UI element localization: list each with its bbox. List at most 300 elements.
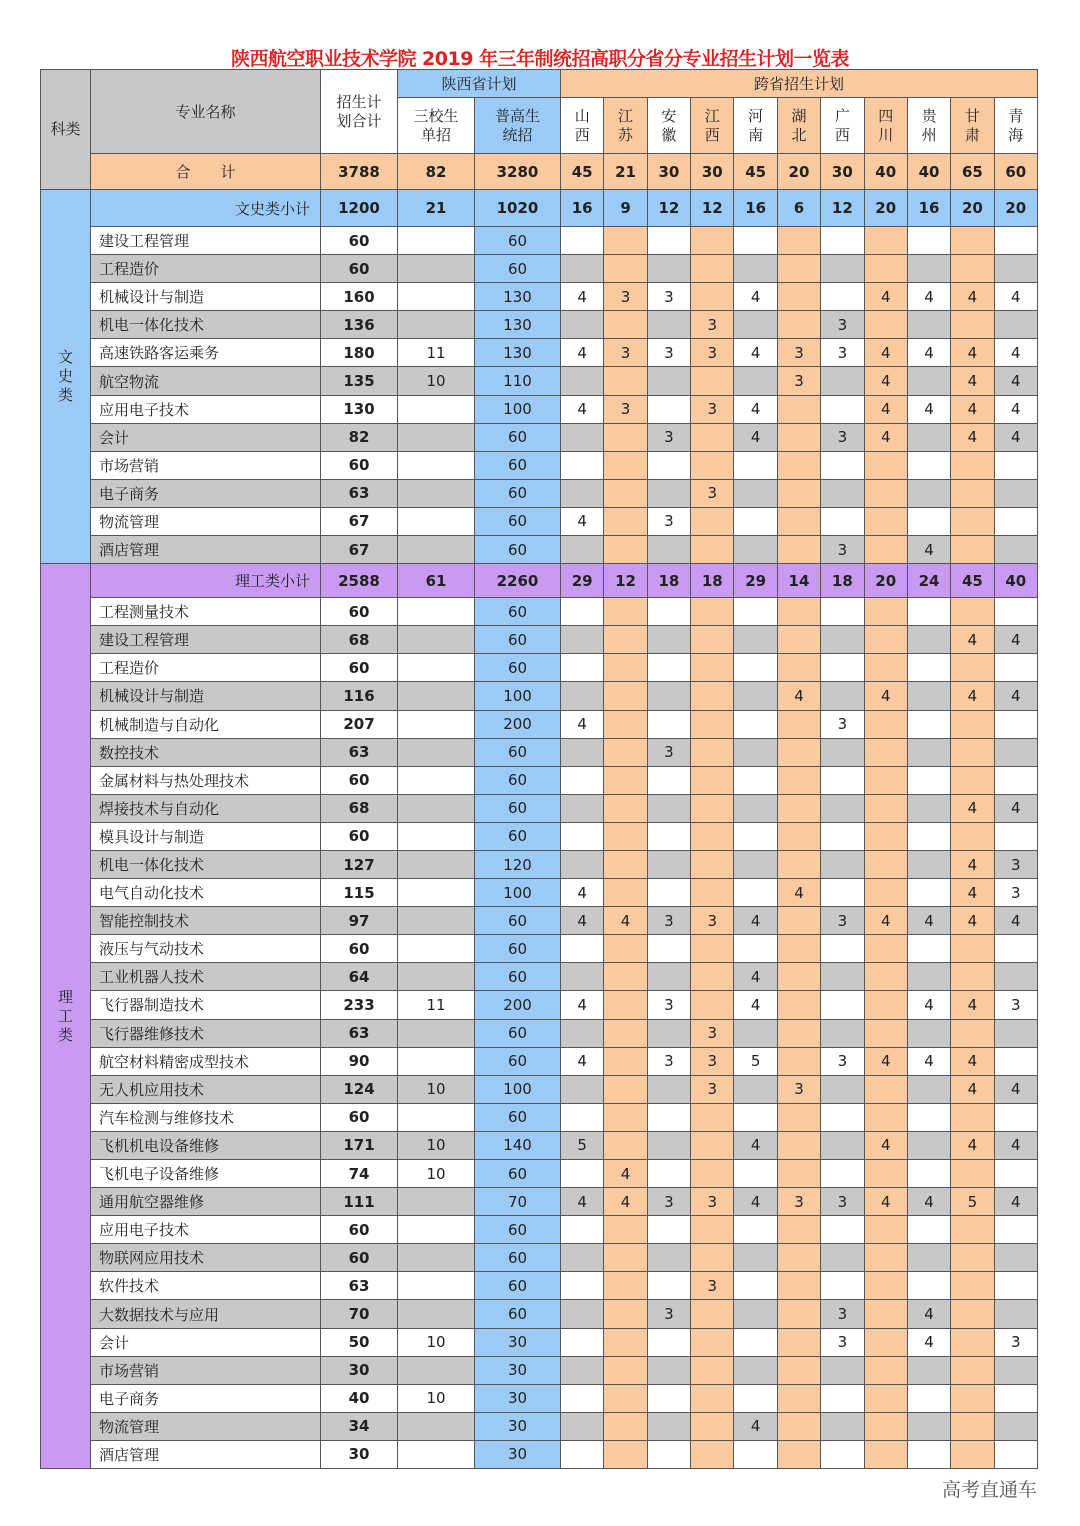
- total-value: 63: [321, 1272, 398, 1300]
- province-value: [734, 451, 777, 479]
- province-value: [821, 507, 864, 535]
- province-value: [777, 850, 820, 878]
- watermark: 高考直通车: [942, 1479, 1038, 1501]
- province-value: [821, 1412, 864, 1440]
- grand-total-value: 3788: [321, 154, 398, 190]
- subtotal-value: 12: [821, 190, 864, 227]
- major-name: 电子商务: [91, 479, 321, 507]
- pugao-value: 60: [475, 423, 561, 451]
- province-value: 3: [777, 339, 820, 367]
- province-value: 3: [647, 1188, 690, 1216]
- province-value: [647, 1019, 690, 1047]
- province-value: [951, 1216, 994, 1244]
- province-value: [647, 1103, 690, 1131]
- province-value: [994, 654, 1037, 682]
- province-value: [907, 423, 950, 451]
- province-value: [951, 710, 994, 738]
- pugao-value: 70: [475, 1188, 561, 1216]
- province-value: [734, 1328, 777, 1356]
- pugao-value: 60: [475, 451, 561, 479]
- province-value: [734, 766, 777, 794]
- province-value: [907, 1356, 950, 1384]
- table-row: [41, 1075, 1038, 1103]
- province-value: [777, 227, 820, 255]
- pugao-value: 60: [475, 907, 561, 935]
- province-value: 4: [561, 339, 604, 367]
- major-name: 液压与气动技术: [91, 935, 321, 963]
- pugao-value: 60: [475, 626, 561, 654]
- province-value: [777, 654, 820, 682]
- sanxiao-value: 10: [398, 1160, 475, 1188]
- subtotal-row: [41, 564, 1038, 598]
- province-value: [647, 227, 690, 255]
- province-value: [951, 738, 994, 766]
- province-value: [777, 738, 820, 766]
- province-value: [734, 794, 777, 822]
- province-value: [821, 367, 864, 395]
- table-row: [41, 907, 1038, 935]
- province-value: [994, 822, 1037, 850]
- subtotal-value: 18: [691, 564, 734, 598]
- province-value: [994, 1384, 1037, 1412]
- province-value: [951, 1300, 994, 1328]
- province-value: 4: [777, 879, 820, 907]
- province-value: [864, 626, 907, 654]
- grand-total-value: 45: [734, 154, 777, 190]
- province-value: [907, 710, 950, 738]
- province-value: [691, 451, 734, 479]
- total-value: 40: [321, 1384, 398, 1412]
- province-value: [604, 682, 647, 710]
- pugao-value: 60: [475, 1047, 561, 1075]
- province-value: [561, 626, 604, 654]
- province-value: [691, 1440, 734, 1468]
- province-value: [561, 227, 604, 255]
- pugao-value: 60: [475, 1272, 561, 1300]
- pugao-value: 30: [475, 1384, 561, 1412]
- grand-total-value: 82: [398, 154, 475, 190]
- pugao-value: 110: [475, 367, 561, 395]
- province-value: [561, 255, 604, 283]
- province-value: [647, 710, 690, 738]
- province-value: 3: [821, 1047, 864, 1075]
- province-value: [951, 963, 994, 991]
- province-value: [951, 935, 994, 963]
- province-value: 4: [994, 367, 1037, 395]
- province-value: 4: [561, 991, 604, 1019]
- total-value: 60: [321, 935, 398, 963]
- province-value: [691, 1131, 734, 1159]
- grand-total-value: 45: [561, 154, 604, 190]
- province-value: [691, 367, 734, 395]
- province-value: [951, 654, 994, 682]
- sanxiao-value: [398, 710, 475, 738]
- province-value: [821, 766, 864, 794]
- province-value: [994, 1244, 1037, 1272]
- grand-total-label: 合 计: [91, 154, 321, 190]
- province-value: [647, 1384, 690, 1412]
- province-value: 3: [821, 339, 864, 367]
- province-value: [604, 1216, 647, 1244]
- province-value: 3: [647, 738, 690, 766]
- province-value: [821, 682, 864, 710]
- pugao-value: 200: [475, 991, 561, 1019]
- province-value: [864, 850, 907, 878]
- province-value: [604, 311, 647, 339]
- total-value: 68: [321, 794, 398, 822]
- province-value: [907, 1075, 950, 1103]
- province-value: [604, 367, 647, 395]
- province-header: 贵州: [907, 98, 950, 154]
- province-value: [777, 991, 820, 1019]
- province-value: [994, 766, 1037, 794]
- province-value: [561, 1356, 604, 1384]
- province-value: [864, 479, 907, 507]
- province-value: [691, 654, 734, 682]
- province-value: [647, 255, 690, 283]
- province-value: [604, 626, 647, 654]
- table-row: [41, 1160, 1038, 1188]
- province-value: [647, 963, 690, 991]
- province-value: [604, 536, 647, 564]
- province-value: [951, 227, 994, 255]
- province-header: 广西: [821, 98, 864, 154]
- province-value: [994, 1047, 1037, 1075]
- province-value: [734, 255, 777, 283]
- province-value: 4: [951, 423, 994, 451]
- province-value: 4: [561, 507, 604, 535]
- total-value: 30: [321, 1356, 398, 1384]
- province-value: [821, 1216, 864, 1244]
- province-value: [561, 451, 604, 479]
- province-value: 4: [604, 907, 647, 935]
- province-value: [821, 1131, 864, 1159]
- province-value: [777, 1300, 820, 1328]
- province-value: [561, 1216, 604, 1244]
- sanxiao-value: [398, 1412, 475, 1440]
- province-value: [734, 1384, 777, 1412]
- province-value: [777, 451, 820, 479]
- province-value: [647, 654, 690, 682]
- province-value: 3: [777, 367, 820, 395]
- table-row: [41, 1131, 1038, 1159]
- province-value: 4: [864, 367, 907, 395]
- province-header: 安徽: [647, 98, 690, 154]
- province-value: [777, 1384, 820, 1412]
- major-name: 航空物流: [91, 367, 321, 395]
- province-value: [604, 451, 647, 479]
- province-value: [907, 1160, 950, 1188]
- subtotal-value: 6: [777, 190, 820, 227]
- sanxiao-value: [398, 507, 475, 535]
- province-value: [561, 766, 604, 794]
- province-value: 4: [561, 710, 604, 738]
- shaanxi-plan-header: 陕西省计划: [398, 70, 561, 98]
- major-name: 智能控制技术: [91, 907, 321, 935]
- province-value: [994, 738, 1037, 766]
- sanxiao-value: [398, 1216, 475, 1244]
- province-value: 4: [907, 339, 950, 367]
- table-row: [41, 339, 1038, 367]
- province-value: [951, 1272, 994, 1300]
- province-value: 4: [907, 1047, 950, 1075]
- province-value: [561, 1440, 604, 1468]
- province-value: [604, 598, 647, 626]
- province-value: [691, 794, 734, 822]
- province-value: [561, 1103, 604, 1131]
- province-value: [907, 935, 950, 963]
- subtotal-value: 9: [604, 190, 647, 227]
- subtotal-value: 16: [907, 190, 950, 227]
- province-value: [777, 255, 820, 283]
- province-value: [647, 822, 690, 850]
- province-value: [604, 227, 647, 255]
- total-value: 60: [321, 766, 398, 794]
- province-value: 4: [907, 991, 950, 1019]
- subtotal-value: 2588: [321, 564, 398, 598]
- major-name: 物流管理: [91, 507, 321, 535]
- province-value: [864, 1412, 907, 1440]
- province-value: [691, 1384, 734, 1412]
- province-value: [821, 626, 864, 654]
- province-value: 4: [907, 395, 950, 423]
- province-value: 4: [777, 682, 820, 710]
- sanxiao-value: [398, 654, 475, 682]
- province-value: [647, 1216, 690, 1244]
- province-value: [561, 423, 604, 451]
- major-name: 金属材料与热处理技术: [91, 766, 321, 794]
- province-value: [604, 850, 647, 878]
- subtotal-value: 29: [734, 564, 777, 598]
- table-row: [41, 710, 1038, 738]
- province-value: [777, 1216, 820, 1244]
- sanxiao-value: [398, 907, 475, 935]
- province-value: [864, 1384, 907, 1412]
- major-name: 电子商务: [91, 1384, 321, 1412]
- province-value: [907, 507, 950, 535]
- major-name: 机械设计与制造: [91, 682, 321, 710]
- province-value: [864, 255, 907, 283]
- pugao-value: 60: [475, 935, 561, 963]
- province-value: [777, 710, 820, 738]
- province-value: [604, 1019, 647, 1047]
- province-value: [994, 536, 1037, 564]
- province-value: [691, 1328, 734, 1356]
- province-value: [777, 1412, 820, 1440]
- province-value: [561, 1075, 604, 1103]
- province-value: [561, 963, 604, 991]
- major-name: 工程造价: [91, 654, 321, 682]
- major-name: 飞行器制造技术: [91, 991, 321, 1019]
- province-value: 3: [691, 311, 734, 339]
- province-value: [994, 227, 1037, 255]
- total-value: 97: [321, 907, 398, 935]
- major-name: 市场营销: [91, 451, 321, 479]
- province-value: [561, 1412, 604, 1440]
- grand-total-value: 30: [821, 154, 864, 190]
- province-value: [734, 738, 777, 766]
- province-value: 3: [691, 339, 734, 367]
- pugao-value: 60: [475, 479, 561, 507]
- province-value: [561, 738, 604, 766]
- province-value: [907, 255, 950, 283]
- total-value: 60: [321, 598, 398, 626]
- province-value: 3: [821, 536, 864, 564]
- province-value: [647, 479, 690, 507]
- sanxiao-value: [398, 395, 475, 423]
- sanxiao-value: 10: [398, 367, 475, 395]
- province-value: 4: [951, 367, 994, 395]
- province-value: [864, 1356, 907, 1384]
- province-value: [907, 1019, 950, 1047]
- province-value: [907, 1103, 950, 1131]
- province-value: [734, 598, 777, 626]
- total-value: 233: [321, 991, 398, 1019]
- province-value: 4: [951, 1075, 994, 1103]
- major-name: 建设工程管理: [91, 626, 321, 654]
- pugao-value: 60: [475, 536, 561, 564]
- province-value: [821, 451, 864, 479]
- total-header: 招生计划合计: [321, 70, 398, 154]
- subtotal-value: 18: [821, 564, 864, 598]
- major-name: 电气自动化技术: [91, 879, 321, 907]
- province-value: [734, 1244, 777, 1272]
- pugao-value: 130: [475, 283, 561, 311]
- province-value: [734, 1272, 777, 1300]
- province-value: 4: [994, 794, 1037, 822]
- province-value: [734, 536, 777, 564]
- major-name: 建设工程管理: [91, 227, 321, 255]
- province-value: 3: [647, 283, 690, 311]
- total-value: 127: [321, 850, 398, 878]
- province-value: [821, 1440, 864, 1468]
- province-value: 4: [907, 1188, 950, 1216]
- subtotal-value: 24: [907, 564, 950, 598]
- province-value: [604, 738, 647, 766]
- province-value: [561, 822, 604, 850]
- province-value: [777, 935, 820, 963]
- province-value: [777, 1440, 820, 1468]
- province-value: 4: [561, 283, 604, 311]
- province-value: [951, 1384, 994, 1412]
- major-name: 高速铁路客运乘务: [91, 339, 321, 367]
- province-value: [777, 1244, 820, 1272]
- province-value: [647, 1272, 690, 1300]
- pugao-value: 60: [475, 766, 561, 794]
- province-value: [561, 850, 604, 878]
- province-value: 3: [691, 1019, 734, 1047]
- province-value: [994, 1300, 1037, 1328]
- province-value: [951, 451, 994, 479]
- province-value: [734, 1216, 777, 1244]
- table-row: [41, 626, 1038, 654]
- province-value: [821, 1019, 864, 1047]
- province-value: 4: [994, 1131, 1037, 1159]
- total-value: 135: [321, 367, 398, 395]
- province-value: 3: [821, 1188, 864, 1216]
- subtotal-value: 16: [734, 190, 777, 227]
- province-value: 4: [951, 283, 994, 311]
- province-value: [647, 766, 690, 794]
- province-value: [604, 1131, 647, 1159]
- province-value: [604, 991, 647, 1019]
- sanxiao-value: [398, 794, 475, 822]
- province-value: [821, 1356, 864, 1384]
- pugao-value: 60: [475, 1300, 561, 1328]
- province-value: [821, 1384, 864, 1412]
- province-value: [777, 283, 820, 311]
- province-value: [647, 311, 690, 339]
- province-value: [821, 1160, 864, 1188]
- total-value: 115: [321, 879, 398, 907]
- province-value: 4: [734, 395, 777, 423]
- province-value: [647, 1440, 690, 1468]
- province-value: [734, 654, 777, 682]
- page-title: 陕西航空职业技术学院 2019 年三年制统招高职分省分专业招生计划一览表: [230, 48, 850, 70]
- sanxiao-value: [398, 1188, 475, 1216]
- province-value: [604, 255, 647, 283]
- province-value: [691, 850, 734, 878]
- province-header: 江苏: [604, 98, 647, 154]
- province-value: [907, 367, 950, 395]
- province-value: [691, 991, 734, 1019]
- pugao-value: 60: [475, 1244, 561, 1272]
- pugao-value: 60: [475, 738, 561, 766]
- table-row: [41, 367, 1038, 395]
- sanxiao-value: [398, 1356, 475, 1384]
- province-value: 4: [561, 1047, 604, 1075]
- province-value: [604, 479, 647, 507]
- province-value: 5: [951, 1188, 994, 1216]
- province-value: [604, 1384, 647, 1412]
- province-value: [604, 423, 647, 451]
- major-name: 大数据技术与应用: [91, 1300, 321, 1328]
- province-value: [604, 963, 647, 991]
- province-value: [561, 1272, 604, 1300]
- province-value: [691, 879, 734, 907]
- sanxiao-value: [398, 1047, 475, 1075]
- grand-total-value: 30: [647, 154, 690, 190]
- province-value: [691, 255, 734, 283]
- major-name: 会计: [91, 1328, 321, 1356]
- province-value: [821, 1075, 864, 1103]
- province-value: 3: [994, 991, 1037, 1019]
- province-value: [907, 227, 950, 255]
- province-value: [994, 1160, 1037, 1188]
- province-value: 3: [604, 395, 647, 423]
- province-value: [864, 536, 907, 564]
- province-value: 3: [821, 710, 864, 738]
- province-value: [951, 766, 994, 794]
- total-value: 60: [321, 1216, 398, 1244]
- province-value: 4: [604, 1188, 647, 1216]
- major-name: 机械制造与自动化: [91, 710, 321, 738]
- table-row: [41, 451, 1038, 479]
- province-value: [994, 1356, 1037, 1384]
- subtotal-value: 21: [398, 190, 475, 227]
- province-value: [994, 710, 1037, 738]
- enrollment-plan-table: [40, 69, 1038, 1469]
- province-value: [691, 1300, 734, 1328]
- province-value: [647, 367, 690, 395]
- pugao-value: 100: [475, 1075, 561, 1103]
- province-value: [561, 311, 604, 339]
- province-value: 4: [951, 339, 994, 367]
- province-value: [604, 766, 647, 794]
- total-value: 63: [321, 1019, 398, 1047]
- province-value: 4: [907, 1300, 950, 1328]
- province-value: [907, 738, 950, 766]
